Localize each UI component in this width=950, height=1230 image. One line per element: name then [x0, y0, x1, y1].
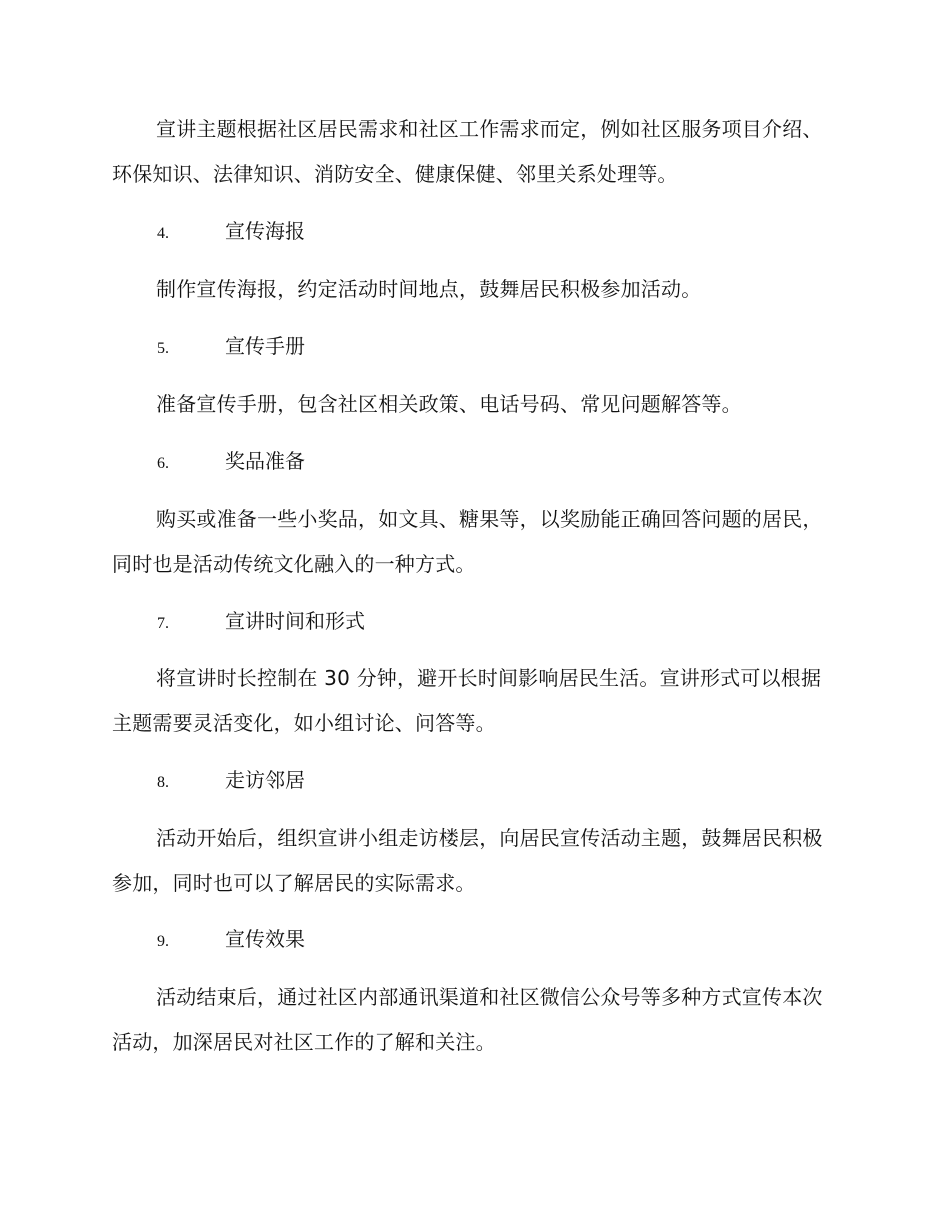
section-heading-5	[157, 331, 305, 361]
section-heading-9	[157, 924, 305, 954]
section-number: 4.	[157, 225, 169, 242]
section-heading-8	[157, 765, 305, 795]
section-title: 宣讲时间和形式	[225, 609, 365, 633]
section-body-4: 制作宣传海报，约定活动时间地点，鼓舞居民积极参加活动。	[156, 277, 702, 301]
section-title: 宣传手册	[225, 334, 305, 358]
section-body-5: 准备宣传手册，包含社区相关政策、电话号码、常见问题解答等。	[156, 392, 742, 416]
section-body-7: 将宣讲时长控制在 30 分钟，避开长时间影响居民生活。宣讲形式可以根据主题需要灵活变化，如小组讨论、问答等。	[112, 666, 822, 735]
section-title: 走访邻居	[225, 768, 305, 792]
section-title: 宣传效果	[225, 927, 305, 951]
section-number: 9.	[157, 933, 169, 950]
section-body-8: 活动开始后，组织宣讲小组走访楼层，向居民宣传活动主题，鼓舞居民积极参加，同时也可以了解居民的实际需求。	[112, 826, 823, 895]
section-heading-6	[157, 446, 305, 476]
section-title: 宣传海报	[225, 219, 305, 243]
section-body-9: 活动结束后，通过社区内部通讯渠道和社区微信公众号等多种方式宣传本次活动，加深居民对社区工作的了解和关注。	[112, 985, 823, 1054]
section-body-6: 购买或准备一些小奖品，如文具、糖果等，以奖励能正确回答问题的居民，同时也是活动传统文化融入的一种方式。	[112, 507, 823, 576]
section-heading-7	[157, 606, 365, 636]
section-number: 5.	[157, 340, 169, 357]
section-number: 6.	[157, 455, 169, 472]
intro-paragraph: 宣讲主题根据社区居民需求和社区工作需求而定，例如社区服务项目介绍、环保知识、法律知识、消防安全、健康保健、邻里关系处理等。	[112, 117, 823, 186]
section-title: 奖品准备	[225, 449, 305, 473]
section-heading-4	[157, 216, 305, 246]
section-number: 7.	[157, 615, 169, 632]
section-number: 8.	[157, 774, 169, 791]
